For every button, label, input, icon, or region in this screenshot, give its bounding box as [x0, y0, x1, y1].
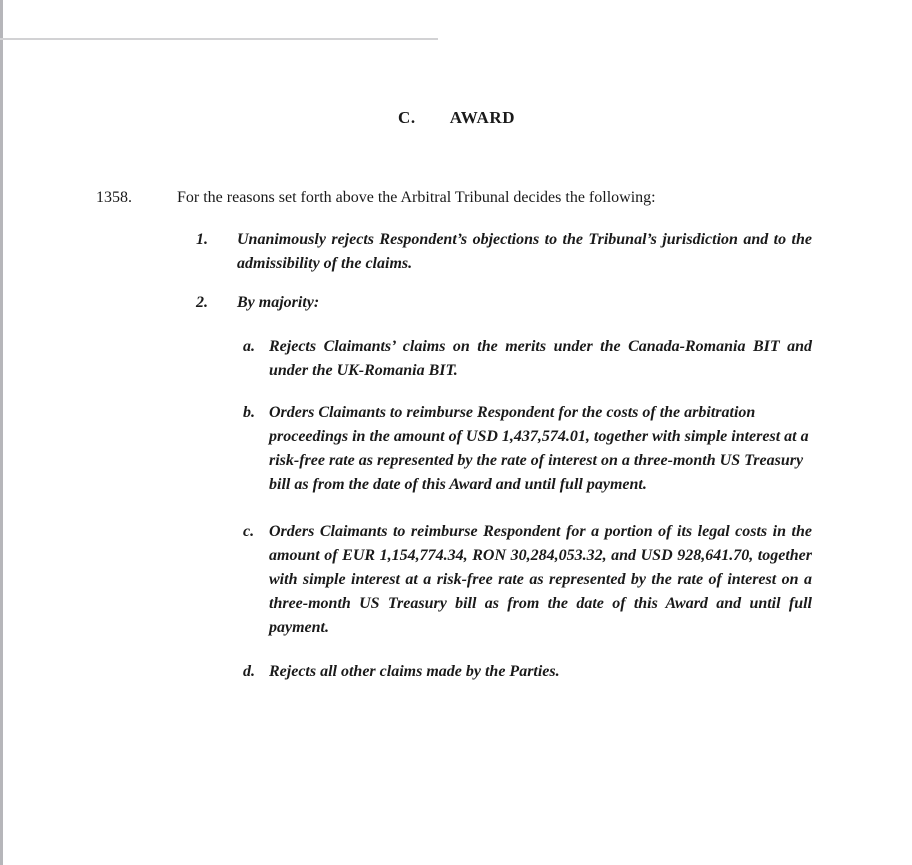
sublist-item-c	[243, 520, 812, 640]
list-item-1-text: Unanimously rejects Respondent’s objections to the Tribunal’s jurisdiction and to the admissibility of the claims.	[237, 231, 812, 272]
sublist-item-a-marker: a.	[243, 338, 255, 355]
sublist-item-c-text: Orders Claimants to reimburse Respondent for a portion of its legal costs in the amount of EUR 1,154,774.34, RON 30,284,053.32, and USD 928,641.70, together with simple interest at a risk-free rate as represented by the rate of interest on a three-month US Treasury bill as from the date of this Award and until full payment.	[269, 523, 812, 636]
paragraph-number: 1358.	[96, 189, 132, 206]
paragraph-text: For the reasons set forth above the Arbitral Tribunal decides the following:	[177, 189, 656, 206]
viewer-top-rule-line	[0, 38, 438, 40]
section-heading	[398, 108, 515, 128]
list-item-2-marker: 2.	[196, 294, 208, 311]
viewer-left-edge-line	[0, 0, 3, 865]
sublist-item-d-marker: d.	[243, 663, 255, 680]
section-heading-label: C.	[398, 108, 416, 127]
sublist-item-a-text: Rejects Claimants’ claims on the merits under the Canada-Romania BIT and under the UK-Romania BIT.	[269, 338, 812, 379]
list-item-2	[196, 291, 812, 315]
list-item-2-text: By majority:	[237, 294, 320, 311]
sublist-item-a	[243, 335, 812, 383]
list-item-1-marker: 1.	[196, 231, 208, 248]
paragraph-1358	[96, 186, 812, 210]
sublist-item-d	[243, 660, 812, 684]
sublist-item-d-text: Rejects all other claims made by the Parties.	[269, 663, 560, 680]
list-item-1	[196, 228, 812, 276]
sublist-item-b-marker: b.	[243, 404, 255, 421]
section-heading-title: AWARD	[449, 108, 516, 127]
sublist-item-c-marker: c.	[243, 523, 255, 540]
sublist-item-b-text: Orders Claimants to reimburse Respondent for the costs of the arbitration proceedings in the amount of USD 1,437,574.01, together with simple interest at a risk-free rate as represented by the rate of interest on a three-month US Treasury bill as from the date of this Award and until full payment.	[269, 404, 809, 493]
sublist-item-b	[243, 401, 812, 497]
